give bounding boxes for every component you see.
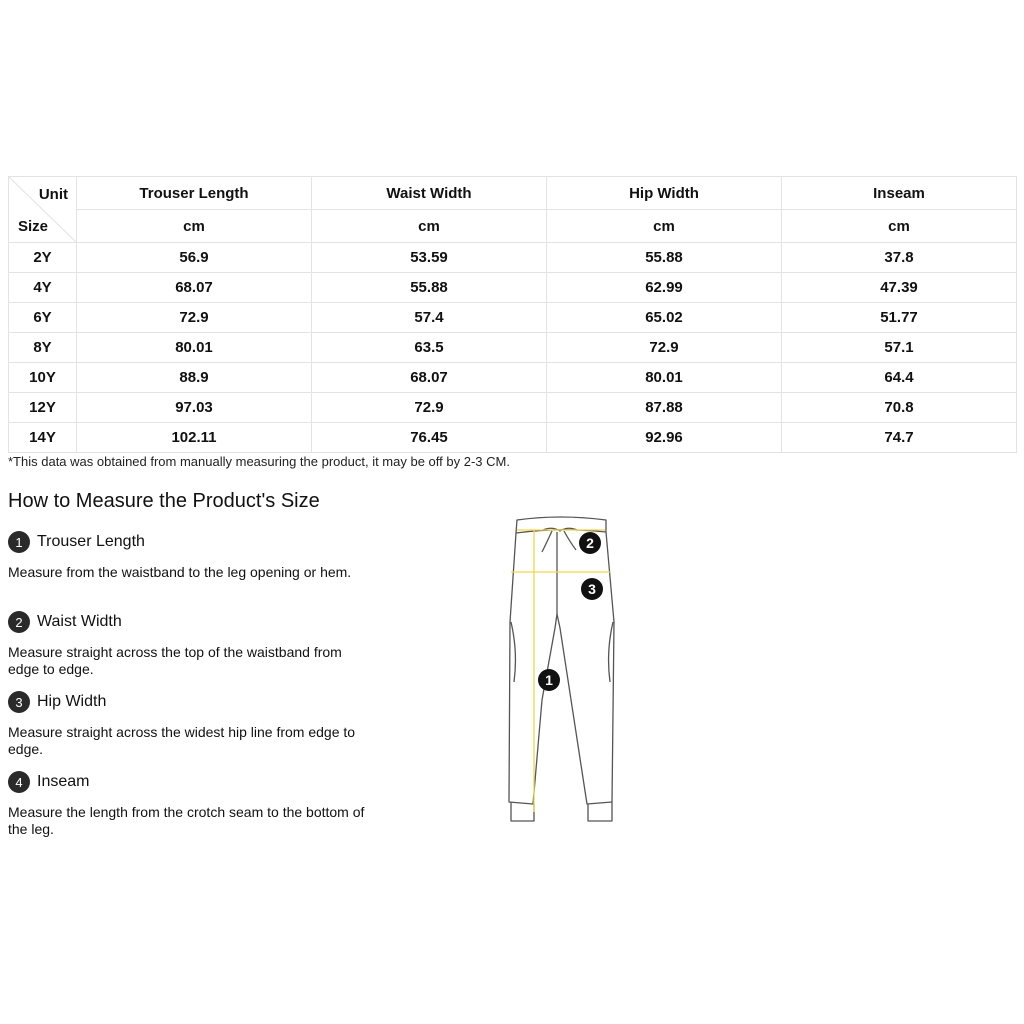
- pants-illustration: [500, 512, 620, 828]
- table-row: [9, 333, 1017, 363]
- size-cell: 12Y: [9, 393, 77, 423]
- measure-step-inseam: [8, 770, 373, 838]
- step-number-badge: 4: [8, 771, 30, 793]
- size-cell: 14Y: [9, 423, 77, 453]
- table-cell: 65.02: [547, 303, 782, 333]
- unit-cell: cm: [312, 210, 547, 243]
- table-cell: 57.4: [312, 303, 547, 333]
- table-cell: 88.9: [77, 363, 312, 393]
- column-header-hip-width: Hip Width: [547, 177, 782, 210]
- table-cell: 63.5: [312, 333, 547, 363]
- step-description: Measure the length from the crotch seam to the bottom of the leg.: [8, 804, 365, 837]
- column-header-inseam: Inseam: [782, 177, 1017, 210]
- table-row: [9, 243, 1017, 273]
- measurement-guide-lines: [511, 530, 610, 812]
- table-cell: 64.4: [782, 363, 1017, 393]
- pants-outline: [509, 517, 614, 821]
- step-number-badge: 2: [8, 611, 30, 633]
- unit-cell: cm: [547, 210, 782, 243]
- step-title: Trouser Length: [37, 533, 145, 550]
- size-cell: 10Y: [9, 363, 77, 393]
- step-number-badge: 1: [8, 531, 30, 553]
- size-chart-table: [8, 176, 1017, 453]
- table-cell: 80.01: [77, 333, 312, 363]
- table-cell: 57.1: [782, 333, 1017, 363]
- table-cell: 47.39: [782, 273, 1017, 303]
- table-row: [9, 273, 1017, 303]
- measurement-footnote: *This data was obtained from manually measuring the product, it may be off by 2-3 CM.: [8, 454, 510, 469]
- table-row: [9, 393, 1017, 423]
- table-cell: 62.99: [547, 273, 782, 303]
- measure-step-waist-width: [8, 610, 373, 678]
- unit-label: Unit: [38, 186, 68, 203]
- size-cell: 4Y: [9, 273, 77, 303]
- table-cell: 87.88: [547, 393, 782, 423]
- table-cell: 76.45: [312, 423, 547, 453]
- unit-cell: cm: [77, 210, 312, 243]
- table-cell: 68.07: [77, 273, 312, 303]
- measure-step-hip-width: [8, 690, 373, 758]
- table-cell: 55.88: [547, 243, 782, 273]
- marker-2: [579, 532, 601, 554]
- size-label: Size: [18, 218, 49, 235]
- table-cell: 70.8: [782, 393, 1017, 423]
- table-cell: 97.03: [77, 393, 312, 423]
- marker-label: 2: [586, 535, 594, 551]
- size-cell: 8Y: [9, 333, 77, 363]
- marker-label: 3: [588, 581, 596, 597]
- size-cell: 2Y: [9, 243, 77, 273]
- unit-cell: cm: [782, 210, 1017, 243]
- table-cell: 51.77: [782, 303, 1017, 333]
- table-cell: 80.01: [547, 363, 782, 393]
- column-header-trouser-length: Trouser Length: [77, 177, 312, 210]
- measure-step-trouser-length: [8, 530, 373, 581]
- step-description: Measure from the waistband to the leg opening or hem.: [8, 564, 352, 580]
- column-header-waist-width: Waist Width: [312, 177, 547, 210]
- step-title: Waist Width: [37, 613, 122, 630]
- table-row: [9, 363, 1017, 393]
- table-cell: 72.9: [312, 393, 547, 423]
- step-title: Hip Width: [37, 693, 107, 710]
- step-title: Inseam: [37, 773, 90, 790]
- table-cell: 37.8: [782, 243, 1017, 273]
- table-row: [9, 303, 1017, 333]
- step-description: Measure straight across the widest hip line from edge to edge.: [8, 724, 356, 757]
- table-cell: 102.11: [77, 423, 312, 453]
- table-cell: 74.7: [782, 423, 1017, 453]
- table-cell: 53.59: [312, 243, 547, 273]
- table-cell: 55.88: [312, 273, 547, 303]
- section-title: How to Measure the Product's Size: [8, 490, 320, 512]
- marker-label: 1: [545, 672, 553, 688]
- step-description: Measure straight across the top of the waistband from edge to edge.: [8, 644, 342, 677]
- table-cell: 68.07: [312, 363, 547, 393]
- table-cell: 72.9: [77, 303, 312, 333]
- marker-3: [581, 578, 603, 600]
- table-row: [9, 423, 1017, 453]
- step-number-badge: 3: [8, 691, 30, 713]
- size-cell: 6Y: [9, 303, 77, 333]
- table-cell: 92.96: [547, 423, 782, 453]
- table-cell: 72.9: [547, 333, 782, 363]
- table-cell: 56.9: [77, 243, 312, 273]
- unit-size-header-cell: [9, 177, 77, 243]
- marker-1: [538, 669, 560, 691]
